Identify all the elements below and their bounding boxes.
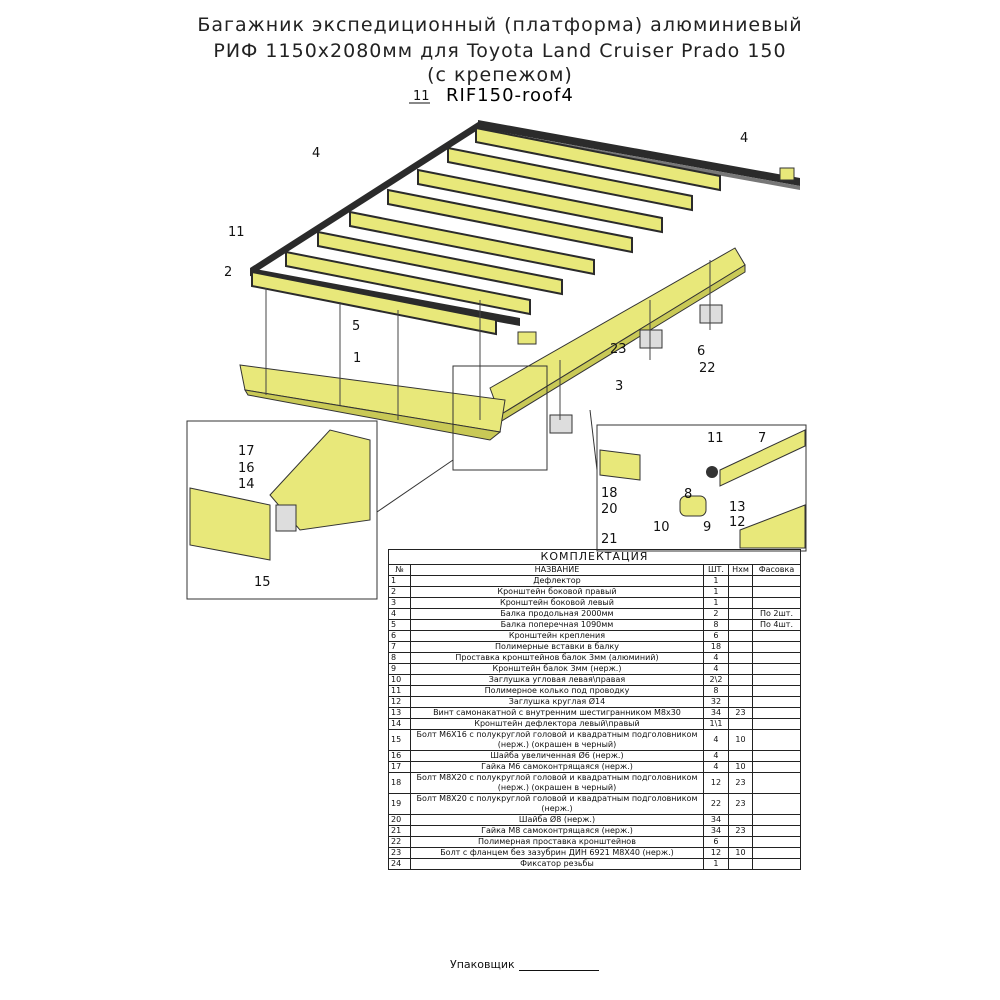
packer-label: Упаковщик [450, 958, 515, 971]
cell-name: Полимерная проставка кронштейнов [411, 837, 704, 848]
cell-pack [752, 730, 800, 751]
cell-name: Полимерное колько под проводку [411, 686, 704, 697]
callout-5: 5 [352, 319, 361, 334]
callout-8: 8 [684, 487, 693, 502]
cell-num: 20 [389, 815, 411, 826]
cell-pack [752, 653, 800, 664]
table-row [389, 719, 801, 730]
cell-num: 2 [389, 587, 411, 598]
cell-qty: 6 [703, 837, 728, 848]
cell-pack: По 2шт. [752, 609, 800, 620]
cell-qty: 18 [703, 642, 728, 653]
cell-name: Балка поперечная 1090мм [411, 620, 704, 631]
cell-qty: 32 [703, 697, 728, 708]
cell-num: 10 [389, 675, 411, 686]
callout-7: 7 [758, 431, 767, 446]
cell-num: 7 [389, 642, 411, 653]
title-line-3: (с крепежом) [427, 64, 573, 86]
cell-qty: 4 [703, 762, 728, 773]
cell-nm: 23 [728, 826, 752, 837]
cell-name: Болт М8Х20 с полукруглой головой и квадратным подголовником (нерж.) [411, 794, 704, 815]
specification-table [388, 549, 801, 870]
cell-name: Винт самонакатной с внутренним шестигранником М8х30 [411, 708, 704, 719]
cell-num: 8 [389, 653, 411, 664]
callout-22: 22 [699, 361, 716, 376]
callout-12: 12 [729, 515, 746, 530]
cell-nm [728, 609, 752, 620]
cell-num: 21 [389, 826, 411, 837]
product-code: RIF150-roof4 [446, 85, 574, 106]
table-row [389, 762, 801, 773]
table-row [389, 642, 801, 653]
cell-num: 14 [389, 719, 411, 730]
table-row [389, 609, 801, 620]
table-row [389, 697, 801, 708]
callout-10: 10 [653, 520, 670, 535]
cell-num: 15 [389, 730, 411, 751]
cell-nm [728, 751, 752, 762]
table-row [389, 859, 801, 870]
table-row [389, 576, 801, 587]
cell-qty: 12 [703, 773, 728, 794]
header-pack: Фасовка [752, 565, 800, 576]
callout-11-detail: 11 [707, 431, 724, 446]
cell-num: 5 [389, 620, 411, 631]
table-row [389, 598, 801, 609]
table-row [389, 848, 801, 859]
callout-23: 23 [610, 342, 627, 357]
cell-pack [752, 751, 800, 762]
cell-nm: 23 [728, 773, 752, 794]
callout-17: 17 [238, 444, 255, 459]
cell-pack [752, 587, 800, 598]
cell-name: Шайба увеличенная Ø6 (нерж.) [411, 751, 704, 762]
cell-name: Болт М8Х20 с полукруглой головой и квадратным подголовником (нерж.) (окрашен в черный) [411, 773, 704, 794]
table-row [389, 675, 801, 686]
cell-pack [752, 848, 800, 859]
cell-name: Кронштейн боковой левый [411, 598, 704, 609]
table-row [389, 730, 801, 751]
cell-name: Болт с фланцем без зазубрин ДИН 6921 М8Х40 (нерж.) [411, 848, 704, 859]
cell-num: 3 [389, 598, 411, 609]
cell-pack [752, 631, 800, 642]
header-qty: ШТ. [703, 565, 728, 576]
cell-name: Заглушка круглая Ø14 [411, 697, 704, 708]
cell-qty: 34 [703, 708, 728, 719]
cell-pack [752, 664, 800, 675]
cell-nm [728, 653, 752, 664]
cell-nm [728, 815, 752, 826]
cell-pack [752, 598, 800, 609]
cell-nm: 10 [728, 848, 752, 859]
cell-qty: 34 [703, 815, 728, 826]
cell-name: Болт М6Х16 с полукруглой головой и квадратным подголовником (нерж.) (окрашен в черный) [411, 730, 704, 751]
table-row [389, 653, 801, 664]
table-row [389, 773, 801, 794]
cell-name: Заглушка угловая левая\правая [411, 675, 704, 686]
cell-name: Фиксатор резьбы [411, 859, 704, 870]
cell-nm [728, 642, 752, 653]
cell-qty: 1 [703, 576, 728, 587]
table-row [389, 826, 801, 837]
cell-num: 4 [389, 609, 411, 620]
cell-pack [752, 773, 800, 794]
cell-nm [728, 598, 752, 609]
table-row [389, 620, 801, 631]
table-row [389, 794, 801, 815]
cell-qty: 4 [703, 730, 728, 751]
cell-qty: 6 [703, 631, 728, 642]
cell-num: 16 [389, 751, 411, 762]
cell-name: Проставка кронштейнов балок 3мм (алюминий) [411, 653, 704, 664]
cell-qty: 12 [703, 848, 728, 859]
cell-nm [728, 837, 752, 848]
cell-num: 1 [389, 576, 411, 587]
callout-code-num: 11 [413, 89, 430, 104]
cell-nm [728, 719, 752, 730]
cell-qty: 1 [703, 587, 728, 598]
cell-num: 19 [389, 794, 411, 815]
cell-name: Кронштейн балок 3мм (нерж.) [411, 664, 704, 675]
cell-num: 13 [389, 708, 411, 719]
cell-qty: 2 [703, 609, 728, 620]
table-row [389, 708, 801, 719]
cell-nm [728, 664, 752, 675]
table-caption: КОМПЛЕКТАЦИЯ [389, 550, 801, 565]
cell-nm [728, 675, 752, 686]
cell-num: 12 [389, 697, 411, 708]
cell-name: Дефлектор [411, 576, 704, 587]
callout-2: 2 [224, 265, 233, 280]
cell-name: Балка продольная 2000мм [411, 609, 704, 620]
cell-pack [752, 642, 800, 653]
cell-num: 24 [389, 859, 411, 870]
cell-name: Кронштейн боковой правый [411, 587, 704, 598]
callout-1: 1 [353, 351, 362, 366]
cell-pack [752, 675, 800, 686]
cell-qty: 1 [703, 859, 728, 870]
cell-num: 17 [389, 762, 411, 773]
callout-16: 16 [238, 461, 255, 476]
cell-qty: 1\1 [703, 719, 728, 730]
header-num: № [389, 565, 411, 576]
callout-18: 18 [601, 486, 618, 501]
callout-20: 20 [601, 502, 618, 517]
cell-qty: 22 [703, 794, 728, 815]
cell-name: Кронштейн крепления [411, 631, 704, 642]
table-row [389, 587, 801, 598]
table-row [389, 631, 801, 642]
callout-4-right: 4 [740, 131, 749, 146]
cell-pack [752, 708, 800, 719]
cell-nm [728, 686, 752, 697]
cell-num: 23 [389, 848, 411, 859]
cell-name: Гайка М6 самоконтрящаяся (нерж.) [411, 762, 704, 773]
cell-pack [752, 719, 800, 730]
table-row [389, 815, 801, 826]
cell-pack [752, 815, 800, 826]
table-row [389, 751, 801, 762]
cell-nm: 23 [728, 794, 752, 815]
callout-14: 14 [238, 477, 255, 492]
cell-qty: 4 [703, 664, 728, 675]
cell-qty: 8 [703, 620, 728, 631]
cell-pack [752, 697, 800, 708]
cell-nm: 10 [728, 762, 752, 773]
cell-pack [752, 576, 800, 587]
cell-qty: 2\2 [703, 675, 728, 686]
cell-nm [728, 859, 752, 870]
table-row [389, 664, 801, 675]
callout-6: 6 [697, 344, 706, 359]
table-row [389, 686, 801, 697]
cell-nm [728, 587, 752, 598]
cell-pack [752, 837, 800, 848]
cell-name: Полимерные вставки в балку [411, 642, 704, 653]
callout-15: 15 [254, 575, 271, 590]
callout-13: 13 [729, 500, 746, 515]
cell-pack [752, 826, 800, 837]
cell-num: 6 [389, 631, 411, 642]
cell-name: Шайба Ø8 (нерж.) [411, 815, 704, 826]
cell-pack: По 4шт. [752, 620, 800, 631]
title-line-1: Багажник экспедиционный (платформа) алюминиевый [197, 14, 803, 36]
cell-pack [752, 794, 800, 815]
callout-3: 3 [615, 379, 624, 394]
cell-num: 18 [389, 773, 411, 794]
header-nm: Нхм [728, 565, 752, 576]
cell-qty: 1 [703, 598, 728, 609]
signature-line [519, 960, 599, 971]
cell-num: 11 [389, 686, 411, 697]
cell-nm [728, 697, 752, 708]
cell-qty: 4 [703, 653, 728, 664]
cell-pack [752, 762, 800, 773]
cell-qty: 8 [703, 686, 728, 697]
cell-nm [728, 576, 752, 587]
table-row [389, 837, 801, 848]
callout-9: 9 [703, 520, 712, 535]
packer-signature [450, 958, 599, 971]
cell-nm [728, 620, 752, 631]
header-name: НАЗВАНИЕ [411, 565, 704, 576]
longitudinal-beam-rear [478, 120, 800, 190]
cell-qty: 4 [703, 751, 728, 762]
cell-qty: 34 [703, 826, 728, 837]
cell-pack [752, 859, 800, 870]
cell-nm: 23 [728, 708, 752, 719]
cell-num: 9 [389, 664, 411, 675]
title-line-2: РИФ 1150х2080мм для Toyota Land Cruiser Prado 150 [213, 40, 787, 62]
callout-21: 21 [601, 532, 618, 547]
callout-4-left: 4 [312, 146, 321, 161]
cell-name: Гайка М8 самоконтрящаяся (нерж.) [411, 826, 704, 837]
cell-pack [752, 686, 800, 697]
cell-nm: 10 [728, 730, 752, 751]
cell-num: 22 [389, 837, 411, 848]
cell-name: Кронштейн дефлектора левый\правый [411, 719, 704, 730]
callout-11: 11 [228, 225, 245, 240]
cell-nm [728, 631, 752, 642]
